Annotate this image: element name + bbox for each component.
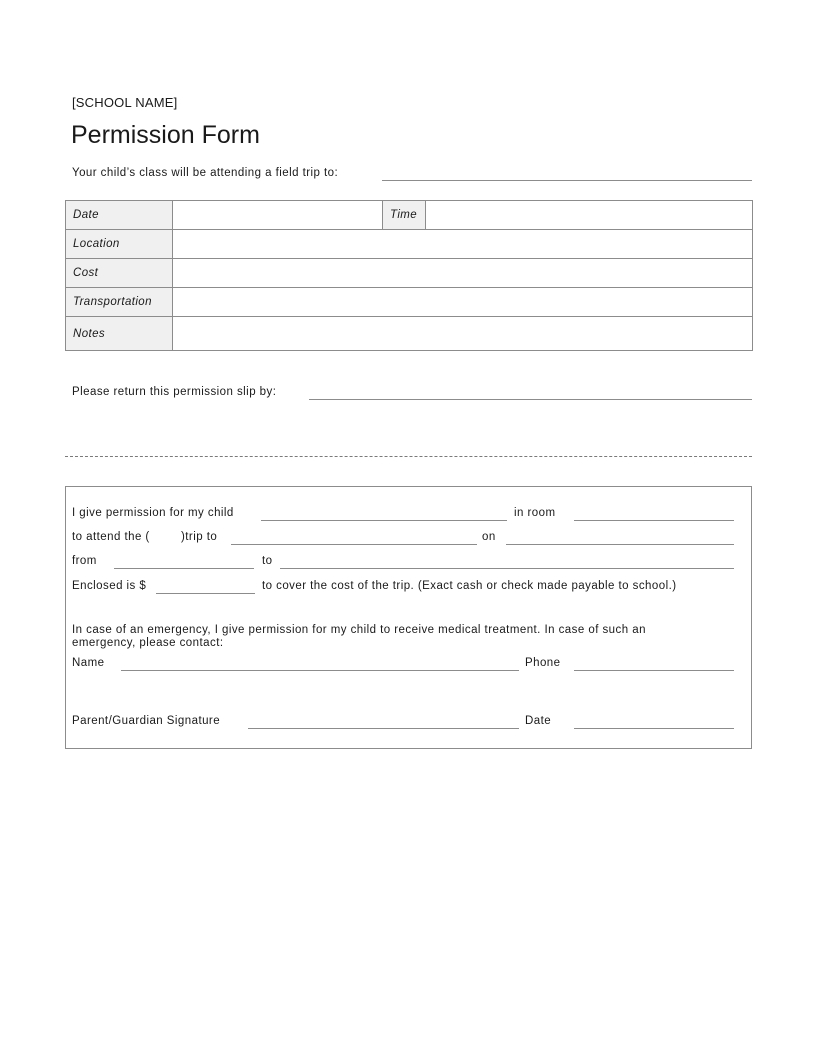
return-by-label: Please return this permission slip by: xyxy=(72,386,277,398)
amount-field[interactable] xyxy=(156,593,255,594)
time-label: Time xyxy=(383,201,426,230)
room-field[interactable] xyxy=(574,520,734,521)
emergency-phone-field[interactable] xyxy=(574,670,734,671)
emergency-name-label: Name xyxy=(72,657,105,669)
trip-destination-field[interactable] xyxy=(231,544,477,545)
to-time-field[interactable] xyxy=(280,568,734,569)
cost-row xyxy=(66,259,753,288)
cover-cost-text: to cover the cost of the trip. (Exact cash or check made payable to school.) xyxy=(262,580,677,592)
page-title: Permission Form xyxy=(71,121,260,149)
signature-label: Parent/Guardian Signature xyxy=(72,715,221,727)
signature-field[interactable] xyxy=(248,728,519,729)
attend-label: to attend the ( xyxy=(72,531,150,543)
field-trip-destination-label: Your child’s class will be attending a field trip to: xyxy=(72,167,339,179)
transportation-field[interactable] xyxy=(173,288,753,317)
emergency-phone-label: Phone xyxy=(525,657,561,669)
enclosed-label: Enclosed is $ xyxy=(72,580,147,592)
signature-date-label: Date xyxy=(525,715,552,727)
child-name-field[interactable] xyxy=(261,520,507,521)
trip-date-field[interactable] xyxy=(506,544,734,545)
school-name: [SCHOOL NAME] xyxy=(72,95,178,110)
notes-row xyxy=(66,317,753,351)
trip-details-table xyxy=(65,200,753,351)
from-time-field[interactable] xyxy=(114,568,254,569)
date-field[interactable] xyxy=(173,201,383,230)
in-room-label: in room xyxy=(514,507,556,519)
time-field[interactable] xyxy=(426,201,753,230)
location-row xyxy=(66,230,753,259)
cut-line-divider xyxy=(65,456,752,457)
permission-child-label: I give permission for my child xyxy=(72,507,234,519)
emergency-text-line1: In case of an emergency, I give permission for my child to receive medical treatment. In case of such an xyxy=(72,624,646,636)
transportation-row xyxy=(66,288,753,317)
from-label: from xyxy=(72,555,97,567)
cost-field[interactable] xyxy=(173,259,753,288)
date-label: Date xyxy=(66,201,173,230)
emergency-text-line2: emergency, please contact: xyxy=(72,637,224,649)
location-label: Location xyxy=(66,230,173,259)
permission-slip xyxy=(65,486,752,749)
notes-label: Notes xyxy=(66,317,173,351)
transportation-label: Transportation xyxy=(66,288,173,317)
on-label: on xyxy=(482,531,496,543)
location-field[interactable] xyxy=(173,230,753,259)
emergency-name-field[interactable] xyxy=(121,670,519,671)
date-time-row xyxy=(66,201,753,230)
trip-to-label: )trip to xyxy=(181,531,218,543)
cost-label: Cost xyxy=(66,259,173,288)
field-trip-destination-field[interactable] xyxy=(382,180,752,181)
signature-date-field[interactable] xyxy=(574,728,734,729)
return-by-field[interactable] xyxy=(309,399,752,400)
notes-field[interactable] xyxy=(173,317,753,351)
to-label: to xyxy=(262,555,273,567)
